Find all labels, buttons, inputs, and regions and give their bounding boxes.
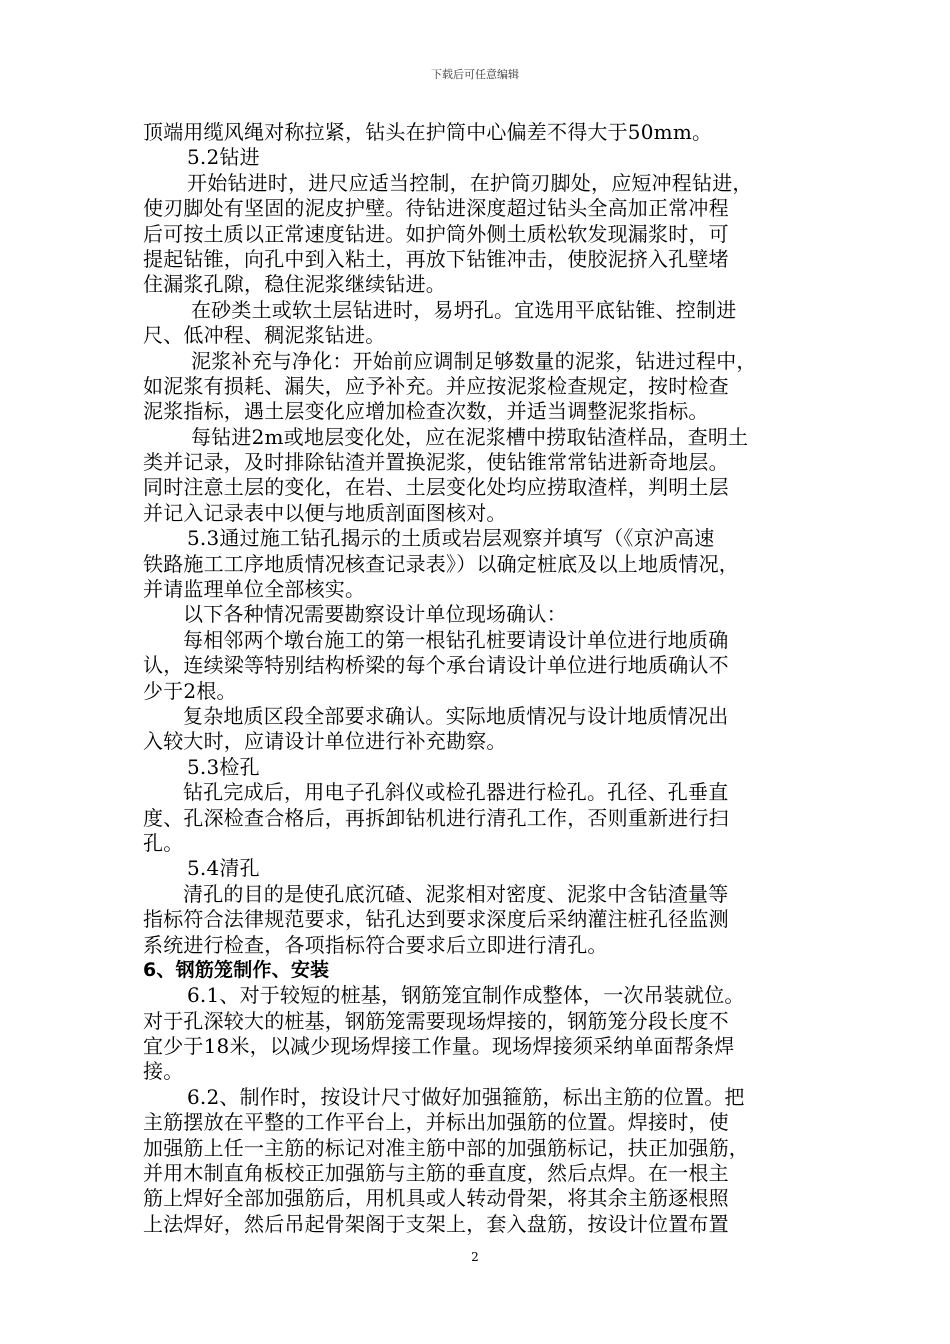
paragraph-start: 在砂类土或软土层钻进时，易坍孔。宜选用平底钻锥、控制进 <box>191 297 737 322</box>
chapter-heading: 6、钢筋笼制作、安装 <box>143 958 330 981</box>
body-line: 主筋摆放在平整的工作平台上，并标出加强筋的位置。焊接时，使 <box>143 1110 729 1135</box>
body-line: 筋上焊好全部加强筋后，用机具或人转动骨架，将其余主筋逐根照 <box>143 1186 729 1211</box>
paragraph-start: 钻孔完成后，用电子孔斜仪或检孔器进行检孔。孔径、孔垂直 <box>183 780 729 805</box>
body-line: 对于孔深较大的桩基，钢筋笼需要现场焊接的，钢筋笼分段长度不 <box>143 1008 729 1033</box>
body-line: 并用木制直角板校正加强筋与主筋的垂直度，然后点焊。在一根主 <box>143 1161 729 1186</box>
page-number: 2 <box>471 1250 479 1264</box>
section-heading: 5.2钻进 <box>187 145 260 170</box>
body-line: 认，连续梁等特别结构桥梁的每个承台请设计单位进行地质确认不 <box>143 653 729 678</box>
body-line: 入较大时，应请设计单位进行补充勘察。 <box>143 729 507 754</box>
body-line: 孔。 <box>143 830 184 855</box>
paragraph-start: 复杂地质区段全部要求确认。实际地质情况与设计地质情况出 <box>183 703 729 728</box>
body-line: 泥浆指标，遇土层变化应增加检查次数，并适当调整泥浆指标。 <box>143 399 709 424</box>
section-heading: 5.3检孔 <box>187 754 260 779</box>
body-line: 同时注意土层的变化，在岩、土层变化处均应捞取渣样，判明土层 <box>143 475 729 500</box>
body-line: 提起钻锥，向孔中到入粘土，再放下钻锥冲击，使胶泥挤入孔壁堵 <box>143 246 729 271</box>
body-line: 并记入记录表中以便与地质剖面图核对。 <box>143 500 507 525</box>
paragraph-start: 每相邻两个墩台施工的第一根钻孔桩要请设计单位进行地质确 <box>183 627 729 652</box>
body-line: 后可按土质以正常速度钻进。如护筒外侧土质松软发现漏浆时，可 <box>143 221 729 246</box>
body-line: 类并记录，及时排除钻渣并置换泥浆，使钻锥常常钻进新奇地层。 <box>143 450 729 475</box>
paragraph-start: 6.1、对于较短的桩基，钢筋笼宜制作成整体，一次吊装就位。 <box>187 983 745 1008</box>
body-line: 尺、低冲程、稠泥浆钻进。 <box>143 323 386 348</box>
paragraph-start: 每钻进2m或地层变化处，应在泥浆槽中捞取钻渣样品，查明土 <box>191 424 749 449</box>
body-line: 使刃脚处有坚固的泥皮护壁。待钻进深度超过钻头全高加正常冲程 <box>143 196 729 221</box>
paragraph-start: 泥浆补充与净化：开始前应调制足够数量的泥浆，钻进过程中， <box>191 348 757 373</box>
body-line: 指标符合法律规范要求，钻孔达到要求深度后采纳灌注桩孔径监测 <box>143 907 729 932</box>
body-line: 系统进行检查，各项指标符合要求后立即进行清孔。 <box>143 932 608 957</box>
body-line: 顶端用缆风绳对称拉紧，钻头在护筒中心偏差不得大于50mm。 <box>143 120 713 144</box>
body-line: 度、孔深检查合格后，再拆卸钻机进行清孔工作，否则重新进行扫 <box>143 805 729 830</box>
section-heading: 5.4清孔 <box>187 856 260 881</box>
body-line: 加强筋上任一主筋的标记对准主筋中部的加强筋标记，扶正加强筋， <box>143 1135 749 1160</box>
body-line: 接。 <box>143 1059 184 1084</box>
body-line: 住漏浆孔隙，稳住泥浆继续钻进。 <box>143 272 446 297</box>
body-line: 并请监理单位全部核实。 <box>143 577 366 602</box>
body-line: 铁路施工工序地质情况核查记录表》）以确定桩底及以上地质情况， <box>143 551 739 576</box>
paragraph-start: 以下各种情况需要勘察设计单位现场确认： <box>183 602 567 627</box>
paragraph-start: 5.3通过施工钻孔揭示的土质或岩层观察并填写（《京沪高速 <box>187 526 715 551</box>
body-line: 宜少于18米，以减少现场焊接工作量。现场焊接须采纳单面帮条焊 <box>143 1034 735 1059</box>
page-header: 下载后可任意编辑 <box>431 68 519 81</box>
body-line: 上法焊好，然后吊起骨架阁于支架上，套入盘筋，按设计位置布置 <box>143 1211 729 1236</box>
paragraph-start: 开始钻进时，进尺应适当控制，在护筒刃脚处，应短冲程钻进， <box>187 170 753 195</box>
body-line: 少于2根。 <box>143 678 237 703</box>
document-body <box>143 120 815 1237</box>
paragraph-start: 6.2、制作时，按设计尺寸做好加强箍筋，标出主筋的位置。把 <box>187 1084 745 1109</box>
paragraph-start: 清孔的目的是使孔底沉碴、泥浆相对密度、泥浆中含钻渣量等 <box>183 881 729 906</box>
body-line: 如泥浆有损耗、漏失，应予补充。并应按泥浆检查规定，按时检查 <box>143 373 729 398</box>
